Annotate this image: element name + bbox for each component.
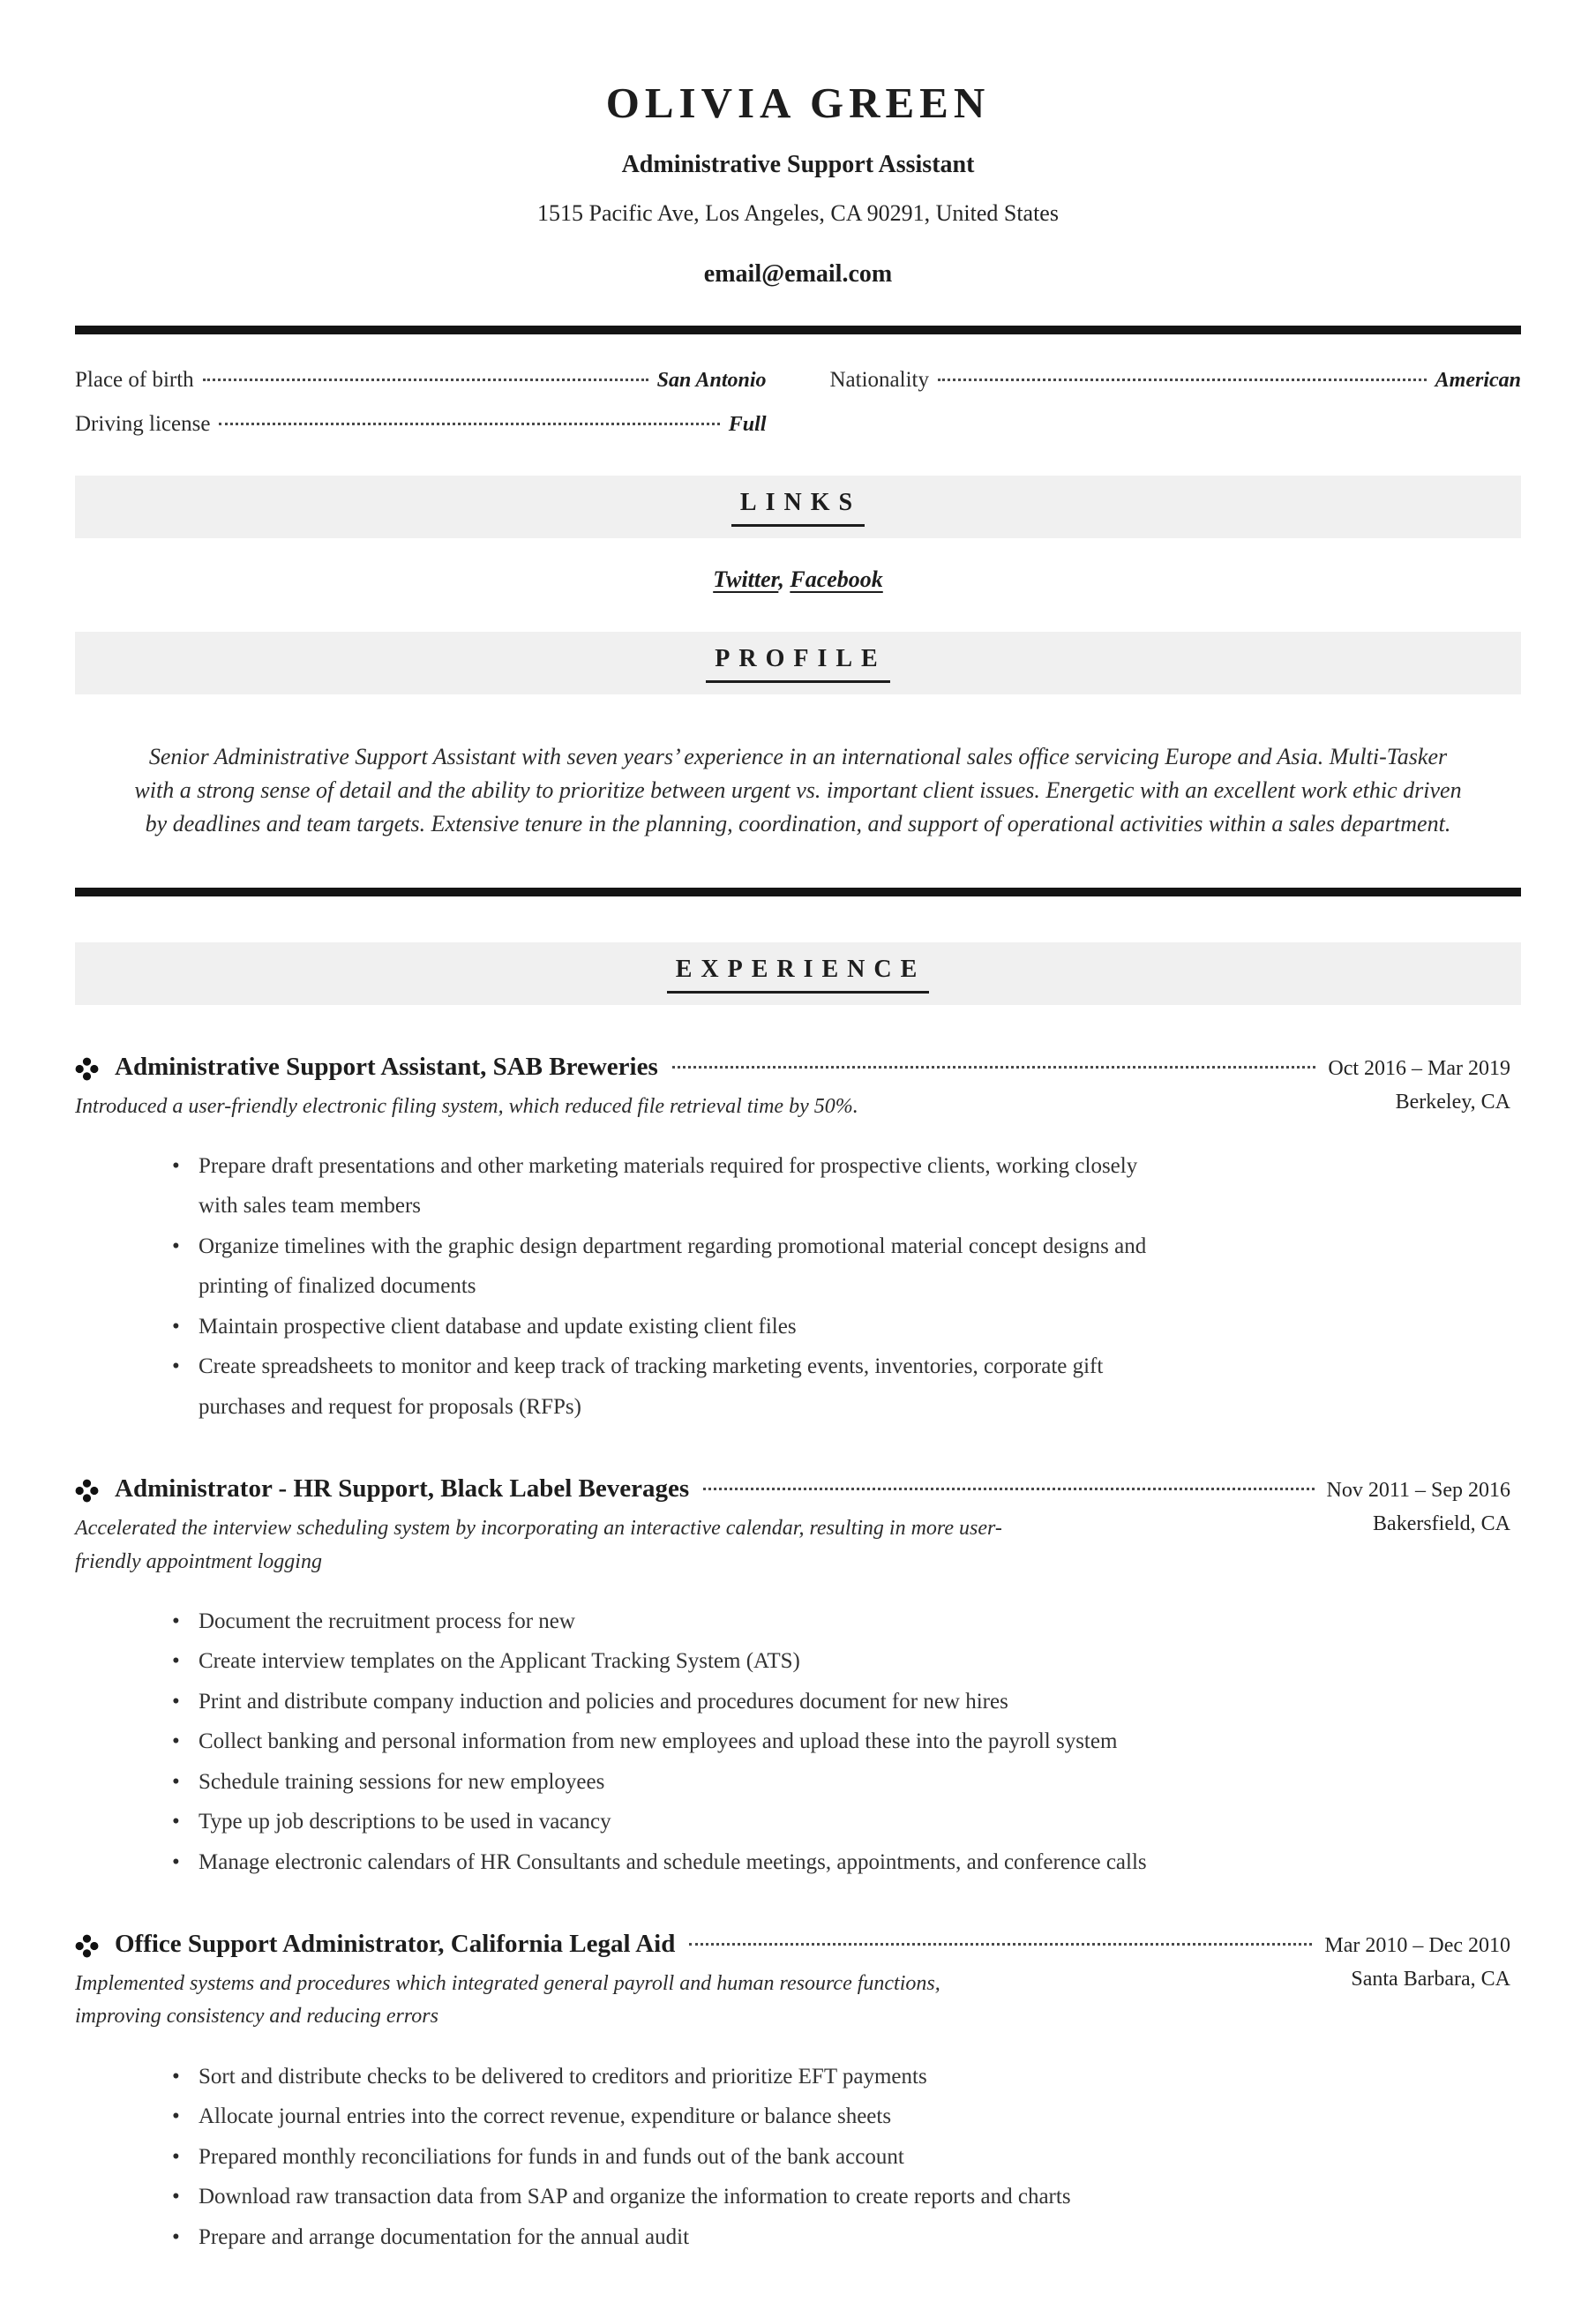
job-dates: Nov 2011 – Sep 2016 bbox=[1326, 1479, 1510, 1503]
field-place-of-birth bbox=[75, 368, 767, 393]
candidate-address: 1515 Pacific Ave, Los Angeles, CA 90291, United States bbox=[537, 200, 1059, 226]
job-bullet: • Collect banking and personal information from new employees and upload these into the payroll system bbox=[172, 1721, 1168, 1762]
experience-section bbox=[75, 942, 1521, 2257]
job-title: Office Support Administrator, California Legal Aid bbox=[115, 1930, 676, 1959]
field-label: Nationality bbox=[829, 368, 929, 392]
field-driving-license bbox=[75, 412, 767, 437]
job-bullet: • Prepared monthly reconciliations for funds in and funds out of the bank account bbox=[172, 2137, 1168, 2178]
job-head bbox=[75, 1474, 1521, 1504]
job-subline bbox=[75, 1968, 1521, 2033]
job-location: Santa Barbara, CA bbox=[1351, 1968, 1510, 1991]
dotted-leader bbox=[689, 1943, 1312, 1946]
job-head bbox=[75, 1930, 1521, 1959]
job-bullets bbox=[75, 2057, 1521, 2258]
experience-heading: EXPERIENCE bbox=[667, 956, 930, 994]
candidate-job-title: Administrative Support Assistant bbox=[621, 151, 975, 178]
field-nationality bbox=[830, 368, 1522, 393]
header-divider bbox=[75, 326, 1521, 334]
job-bullet: • Allocate journal entries into the correct revenue, expenditure or balance sheets bbox=[172, 2096, 1168, 2137]
job-bullet: • Document the recruitment process for new bbox=[172, 1601, 1168, 1642]
profile-banner bbox=[75, 632, 1521, 694]
job-bullet: • Print and distribute company induction and policies and procedures document for new hires bbox=[172, 1682, 1168, 1722]
links-banner bbox=[75, 476, 1521, 538]
job-subline bbox=[75, 1091, 1521, 1123]
job-entry-black-label-beverages bbox=[75, 1474, 1521, 1882]
experience-banner bbox=[75, 942, 1521, 1005]
resume-header bbox=[75, 78, 1521, 289]
job-location: Bakersfield, CA bbox=[1373, 1512, 1510, 1536]
profile-heading: PROFILE bbox=[706, 645, 889, 683]
job-bullet: • Manage electronic calendars of HR Consultants and schedule meetings, appointments, and conference calls bbox=[172, 1842, 1168, 1883]
job-bullet: • Create spreadsheets to monitor and keep track of tracking marketing events, inventories, corporate gift purchases and request for proposals (RFPs) bbox=[172, 1346, 1168, 1427]
twitter-link[interactable]: Twitter bbox=[713, 566, 779, 592]
links-heading: LINKS bbox=[731, 489, 865, 527]
profile-section bbox=[75, 632, 1521, 842]
candidate-name: OLIVIA GREEN bbox=[605, 79, 991, 127]
job-dates: Oct 2016 – Mar 2019 bbox=[1328, 1056, 1510, 1080]
job-bullet: • Schedule training sessions for new employees bbox=[172, 1762, 1168, 1803]
four-dot-diamond-icon bbox=[75, 1934, 99, 1958]
job-bullet: • Maintain prospective client database and update existing client files bbox=[172, 1307, 1168, 1347]
dotted-leader bbox=[672, 1066, 1316, 1069]
job-summary: Accelerated the interview scheduling system by incorporating an interactive calendar, resulting in more user-friendly appointment logging bbox=[75, 1517, 1002, 1573]
field-value: Full bbox=[728, 413, 767, 436]
profile-text: Senior Administrative Support Assistant with seven years’ experience in an international sales office servicing Europe and Asia. Multi-Tasker with a strong sense of detail and the ability to prioritize between urgent vs. important client issues. Energetic with an excellent work ethic driven by deadlines and team targets. Extensive tenure in the planning, coordination, and support of operational activities within a sales department. bbox=[134, 744, 1462, 837]
job-bullet: • Create interview templates on the Applicant Tracking System (ATS) bbox=[172, 1641, 1168, 1682]
job-dates: Mar 2010 – Dec 2010 bbox=[1324, 1934, 1510, 1958]
personal-details-section bbox=[75, 368, 1521, 437]
job-summary: Implemented systems and procedures which integrated general payroll and human resource functions, improving consistency and reducing errors bbox=[75, 1972, 940, 2029]
job-bullets bbox=[75, 1146, 1521, 1428]
dotted-leader bbox=[203, 379, 648, 381]
facebook-link[interactable]: Facebook bbox=[790, 566, 883, 592]
job-location: Berkeley, CA bbox=[1395, 1090, 1510, 1114]
job-entry-sab-breweries bbox=[75, 1053, 1521, 1428]
dotted-leader bbox=[703, 1488, 1314, 1490]
job-subline bbox=[75, 1512, 1521, 1578]
links-section bbox=[75, 476, 1521, 593]
job-head bbox=[75, 1053, 1521, 1082]
field-value: American bbox=[1435, 369, 1521, 392]
candidate-email: email@email.com bbox=[703, 260, 893, 288]
job-entry-california-legal-aid bbox=[75, 1930, 1521, 2257]
field-label: Place of birth bbox=[75, 368, 194, 392]
field-value: San Antonio bbox=[656, 369, 767, 392]
job-title: Administrative Support Assistant, SAB Breweries bbox=[115, 1052, 658, 1081]
four-dot-diamond-icon bbox=[75, 1057, 99, 1081]
job-bullet: • Prepare and arrange documentation for the annual audit bbox=[172, 2217, 1168, 2258]
job-bullet: • Organize timelines with the graphic design department regarding promotional material concept designs and printing of finalized documents bbox=[172, 1226, 1168, 1307]
links-separator: , bbox=[778, 566, 791, 592]
dotted-leader bbox=[938, 379, 1427, 381]
field-label: Driving license bbox=[75, 412, 211, 436]
four-dot-diamond-icon bbox=[75, 1479, 99, 1503]
job-bullets bbox=[75, 1601, 1521, 1883]
job-bullet: • Download raw transaction data from SAP and organize the information to create reports and charts bbox=[172, 2177, 1168, 2217]
dotted-leader bbox=[219, 423, 719, 425]
job-bullet: • Type up job descriptions to be used in vacancy bbox=[172, 1802, 1168, 1842]
job-bullet: • Sort and distribute checks to be delivered to creditors and prioritize EFT payments bbox=[172, 2057, 1168, 2097]
job-summary: Introduced a user-friendly electronic filing system, which reduced file retrieval time by 50%. bbox=[75, 1094, 858, 1118]
job-title: Administrator - HR Support, Black Label Beverages bbox=[115, 1474, 690, 1504]
job-bullet: • Prepare draft presentations and other marketing materials required for prospective clients, working closely with sales team members bbox=[172, 1146, 1168, 1226]
section-divider bbox=[75, 888, 1521, 896]
links-line bbox=[75, 566, 1521, 593]
